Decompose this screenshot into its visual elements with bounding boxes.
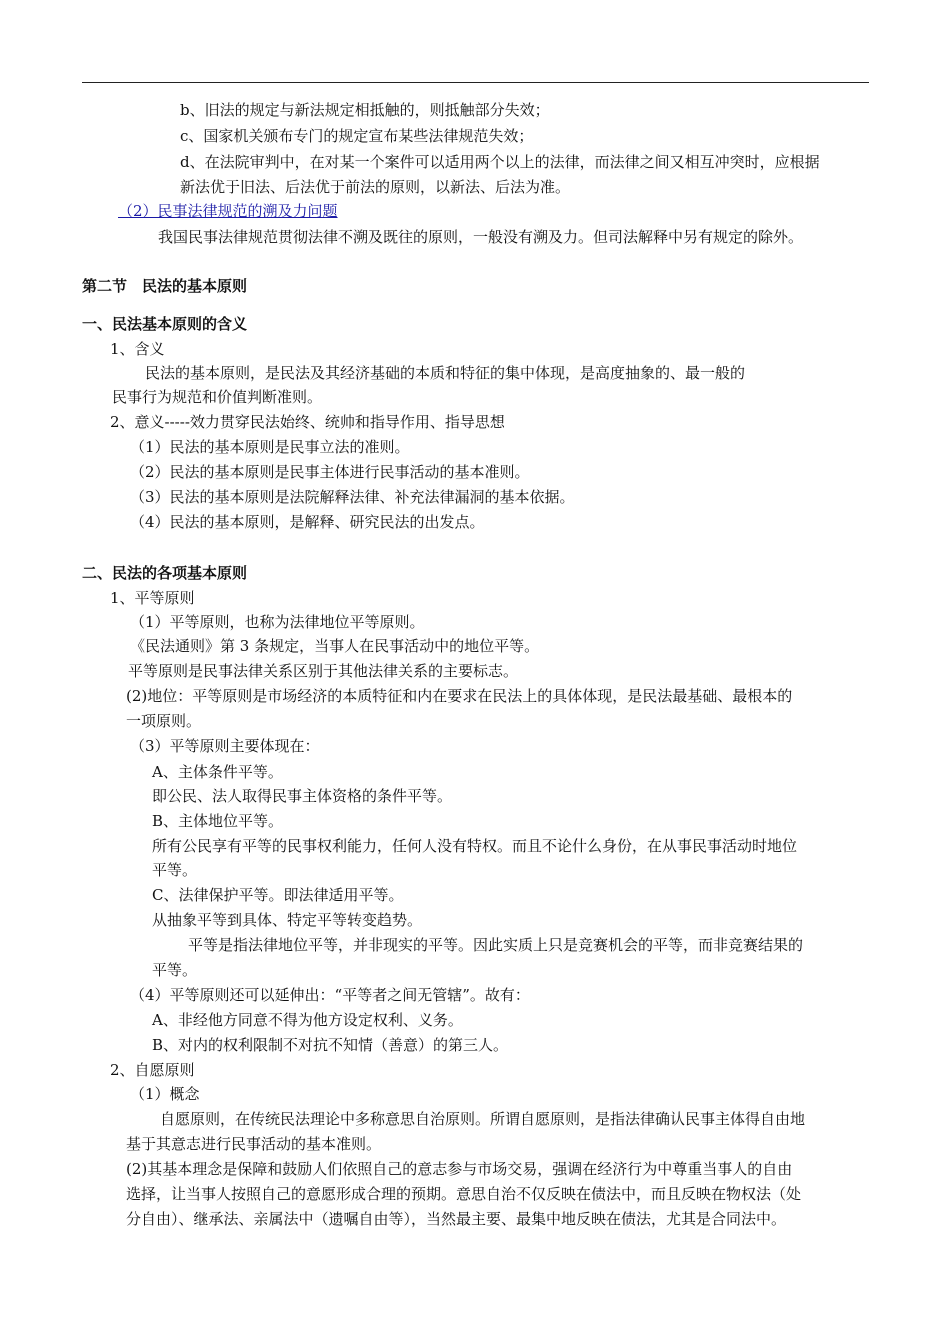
equality-note-line1: 平等是指法律地位平等，并非现实的平等。因此实质上只是竞赛机会的平等，而非竞赛结果的 — [188, 936, 804, 954]
autonomy-sub-1: （1）概念 — [130, 1085, 200, 1103]
autonomy-sub-2-line1: (2)其基本理念是保障和鼓励人们依照自己的意志参与市场交易，强调在经济行为中尊重当事人的自由 — [126, 1160, 793, 1178]
autonomy-sub-2-line2: 选择，让当事人按照自己的意愿形成合理的预期。意思自治不仅反映在债法中，而且反映在物权法（处 — [126, 1185, 802, 1203]
retroactivity-text: 我国民事法律规范贯彻法律不溯及既往的原则，一般没有溯及力。但司法解释中另有规定的除外。 — [158, 228, 804, 246]
equality-item-B-text1: 所有公民享有平等的民事权利能力，任何人没有特权。而且不论什么身份，在从事民事活动时地位 — [152, 837, 798, 855]
meaning-sub-2: （2）民法的基本原则是民事主体进行民事活动的基本准则。 — [130, 463, 530, 481]
equality-sub-4-A: A、非经他方同意不得为他方设定权利、义务。 — [152, 1011, 463, 1029]
equality-item-B: B、主体地位平等。 — [152, 812, 284, 830]
equality-sub-2-line2: 一项原则。 — [126, 712, 202, 730]
equality-sub-1: （1）平等原则，也称为法律地位平等原则。 — [130, 613, 425, 631]
equality-sub-3: （3）平等原则主要体现在： — [130, 737, 320, 755]
autonomy-concept-line1: 自愿原则，在传统民法理论中多称意思自治原则。所谓自愿原则，是指法律确认民事主体得自由地 — [160, 1110, 806, 1128]
header-rule — [82, 82, 869, 83]
equality-item-C: C、法律保护平等。即法律适用平等。 — [152, 886, 404, 904]
equality-law: 《民法通则》第 3 条规定，当事人在民事活动中的地位平等。 — [130, 637, 540, 655]
equality-note-line2: 平等。 — [152, 961, 198, 979]
list-item-b: b、旧法的规定与新法规定相抵触的，则抵触部分失效； — [180, 101, 550, 119]
list-item-d-line2: 新法优于旧法、后法优于前法的原则，以新法、后法为准。 — [180, 178, 571, 196]
heading-meaning: 一、民法基本原则的含义 — [82, 315, 248, 333]
meaning-item-2: 2、意义-----效力贯穿民法始终、统帅和指导作用、指导思想 — [110, 413, 505, 431]
equality-sub-4: （4）平等原则还可以延伸出：“平等者之间无管辖”。故有： — [130, 986, 530, 1004]
equality-sub-2-line1: (2)地位：平等原则是市场经济的本质特征和内在要求在民法上的具体体现，是民法最基础、最根本的 — [126, 687, 793, 705]
meaning-sub-3: （3）民法的基本原则是法院解释法律、补充法律漏洞的基本依据。 — [130, 488, 575, 506]
autonomy-concept-line2: 基于其意志进行民事活动的基本准则。 — [126, 1135, 382, 1153]
section-title: 第二节 民法的基本原则 — [82, 277, 248, 295]
equality-trend: 从抽象平等到具体、特定平等转变趋势。 — [152, 911, 423, 929]
heading-principles: 二、民法的各项基本原则 — [82, 564, 248, 582]
equality-item-A-text: 即公民、法人取得民事主体资格的条件平等。 — [152, 787, 453, 805]
equality-sub-4-B: B、对内的权利限制不对抗不知情（善意）的第三人。 — [152, 1036, 509, 1054]
retroactivity-link[interactable]: （2）民事法律规范的溯及力问题 — [118, 202, 338, 220]
list-item-c: c、国家机关颁布专门的规定宣布某些法律规范失效； — [180, 127, 534, 145]
equality-mark: 平等原则是民事法律关系区别于其他法律关系的主要标志。 — [128, 662, 519, 680]
equality-title: 1、平等原则 — [110, 589, 195, 607]
meaning-text-line2: 民事行为规范和价值判断准则。 — [112, 388, 323, 406]
meaning-text-line1: 民法的基本原则，是民法及其经济基础的本质和特征的集中体现，是高度抽象的、最一般的 — [145, 364, 746, 382]
equality-item-A: A、主体条件平等。 — [152, 763, 283, 781]
autonomy-title: 2、自愿原则 — [110, 1061, 195, 1079]
list-item-d-line1: d、在法院审判中，在对某一个案件可以适用两个以上的法律，而法律之间又相互冲突时，应根据 — [180, 153, 820, 171]
autonomy-sub-2-line3: 分自由）、继承法、亲属法中（遗嘱自由等），当然最主要、最集中地反映在债法，尤其是合同法中。 — [126, 1210, 787, 1228]
meaning-sub-4: （4）民法的基本原则，是解释、研究民法的出发点。 — [130, 513, 485, 531]
equality-item-B-text2: 平等。 — [152, 861, 198, 879]
meaning-sub-1: （1）民法的基本原则是民事立法的准则。 — [130, 438, 410, 456]
meaning-item-1: 1、含义 — [110, 340, 165, 358]
